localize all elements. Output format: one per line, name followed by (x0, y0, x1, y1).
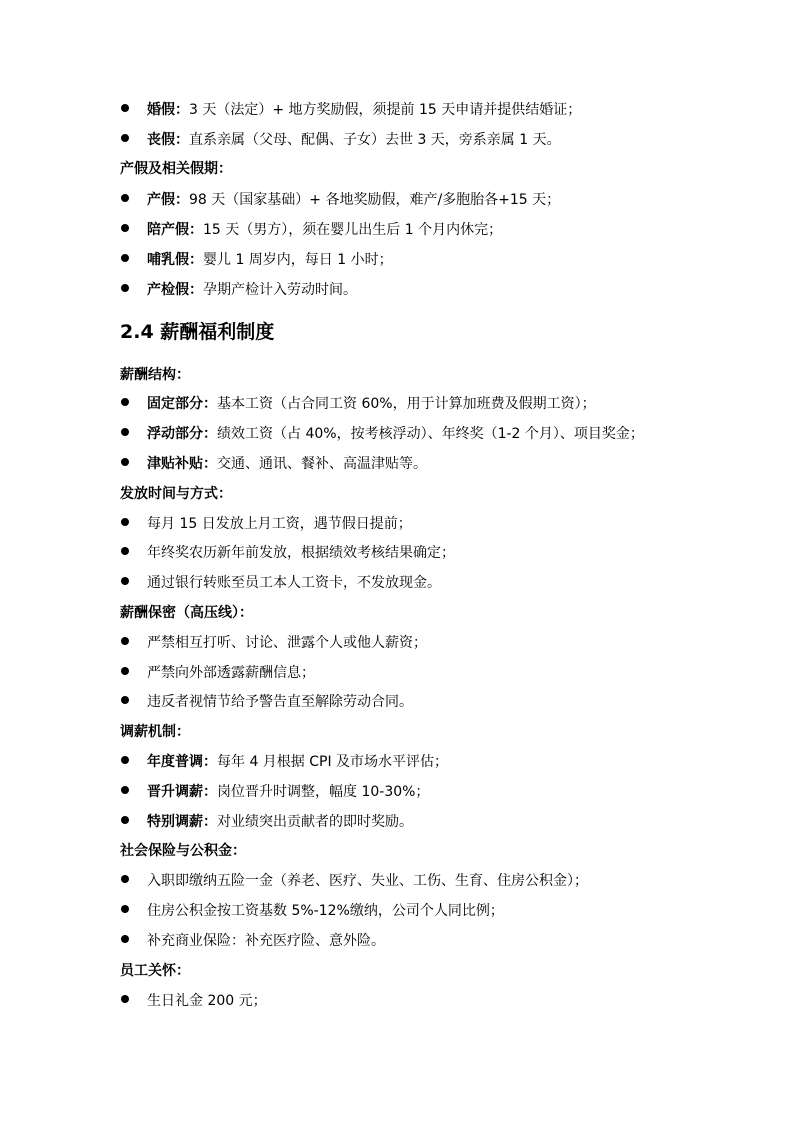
item-text: 孕期产检计入劳动时间。 (203, 282, 357, 298)
item-label: 年度普调： (147, 754, 217, 770)
bullet-icon (121, 786, 129, 794)
section-heading-payment: 发放时间与方式： (120, 486, 232, 502)
item-text: 直系亲属（父母、配偶、子女）去世 3 天，旁系亲属 1 天。 (189, 132, 561, 148)
section-heading-salary-adjust: 调薪机制： (120, 724, 190, 740)
bullet-icon (121, 104, 129, 112)
item-label: 晋升调薪： (147, 784, 217, 800)
item-text: 每月 15 日发放上月工资，遇节假日提前； (147, 516, 412, 532)
list-item-allowances (120, 455, 427, 473)
bullet-icon (121, 458, 129, 466)
item-label: 津贴补贴： (147, 456, 217, 472)
list-item (120, 693, 413, 711)
item-text: 严禁向外部透露薪酬信息； (147, 665, 315, 681)
bullet-icon (121, 905, 129, 913)
list-item-maternity-leave (120, 191, 560, 209)
item-label: 陪产假： (147, 222, 203, 238)
list-item-nursing-leave (120, 251, 393, 269)
item-label: 产检假： (147, 282, 203, 298)
list-item (120, 544, 455, 562)
bullet-icon (121, 284, 129, 292)
section-heading-social-insurance: 社会保险与公积金： (120, 843, 246, 859)
item-text: 98 天（国家基础）+ 各地奖励假，难产/多胞胎各+15 天； (189, 192, 561, 208)
bullet-icon (121, 995, 129, 1003)
chapter-heading: 2.4 薪酬福利制度 (120, 321, 275, 343)
list-item-prenatal-leave (120, 281, 357, 299)
list-item (120, 574, 441, 592)
bullet-icon (121, 428, 129, 436)
bullet-icon (121, 518, 129, 526)
section-heading-maternity: 产假及相关假期： (120, 161, 232, 177)
item-text: 补充商业保险：补充医疗险、意外险。 (147, 933, 385, 949)
list-item-paternity-leave (120, 221, 502, 239)
list-item-floating-part (120, 425, 644, 443)
bullet-icon (121, 398, 129, 406)
item-label: 固定部分： (147, 396, 217, 412)
item-text: 生日礼金 200 元； (147, 993, 267, 1009)
list-item-bereavement-leave (120, 131, 561, 149)
list-item (120, 872, 588, 890)
list-item (120, 515, 412, 533)
bullet-icon (121, 935, 129, 943)
item-label: 产假： (147, 192, 189, 208)
bullet-icon (121, 224, 129, 232)
list-item (120, 932, 385, 950)
bullet-icon (121, 667, 129, 675)
item-text: 对业绩突出贡献者的即时奖励。 (217, 814, 413, 830)
item-text: 3 天（法定）+ 地方奖励假，须提前 15 天申请并提供结婚证； (189, 102, 582, 118)
item-text: 违反者视情节给予警告直至解除劳动合同。 (147, 694, 413, 710)
list-item-promotion-adjust (120, 783, 429, 801)
bullet-icon (121, 816, 129, 824)
bullet-icon (121, 637, 129, 645)
section-heading-confidentiality: 薪酬保密（高压线）： (120, 605, 253, 621)
bullet-icon (121, 194, 129, 202)
item-text: 基本工资（占合同工资 60%，用于计算加班费及假期工资）； (217, 396, 596, 412)
item-text: 年终奖农历新年前发放，根据绩效考核结果确定； (147, 545, 455, 561)
section-heading-salary-structure: 薪酬结构： (120, 367, 190, 383)
item-label: 婚假： (147, 102, 189, 118)
item-text: 岗位晋升时调整，幅度 10-30%； (217, 784, 430, 800)
item-label: 丧假： (147, 132, 189, 148)
item-text: 严禁相互打听、讨论、泄露个人或他人薪资； (147, 635, 427, 651)
section-heading-employee-care: 员工关怀： (120, 963, 190, 979)
bullet-icon (121, 254, 129, 262)
item-label: 特别调薪： (147, 814, 217, 830)
item-text: 通过银行转账至员工本人工资卡，不发放现金。 (147, 575, 441, 591)
bullet-icon (121, 134, 129, 142)
item-text: 婴儿 1 周岁内，每日 1 小时； (203, 252, 393, 268)
list-item-marriage-leave (120, 101, 581, 119)
item-text: 15 天（男方），须在婴儿出生后 1 个月内休完； (203, 222, 503, 238)
item-text: 绩效工资（占 40%，按考核浮动）、年终奖（1-2 个月）、项目奖金； (217, 426, 644, 442)
list-item-annual-adjust (120, 753, 448, 771)
bullet-icon (121, 696, 129, 704)
item-label: 哺乳假： (147, 252, 203, 268)
bullet-icon (121, 756, 129, 764)
item-text: 交通、通讯、餐补、高温津贴等。 (217, 456, 427, 472)
item-text: 每年 4 月根据 CPI 及市场水平评估； (217, 754, 449, 770)
item-text: 住房公积金按工资基数 5%-12%缴纳，公司个人同比例； (147, 903, 504, 919)
bullet-icon (121, 547, 129, 555)
item-label: 浮动部分： (147, 426, 217, 442)
list-item (120, 664, 315, 682)
list-item-special-adjust (120, 813, 413, 831)
list-item (120, 902, 504, 920)
list-item (120, 634, 427, 652)
list-item-fixed-part (120, 395, 596, 413)
bullet-icon (121, 875, 129, 883)
list-item (120, 992, 267, 1010)
item-text: 入职即缴纳五险一金（养老、医疗、失业、工伤、生育、住房公积金）； (147, 873, 588, 889)
bullet-icon (121, 577, 129, 585)
